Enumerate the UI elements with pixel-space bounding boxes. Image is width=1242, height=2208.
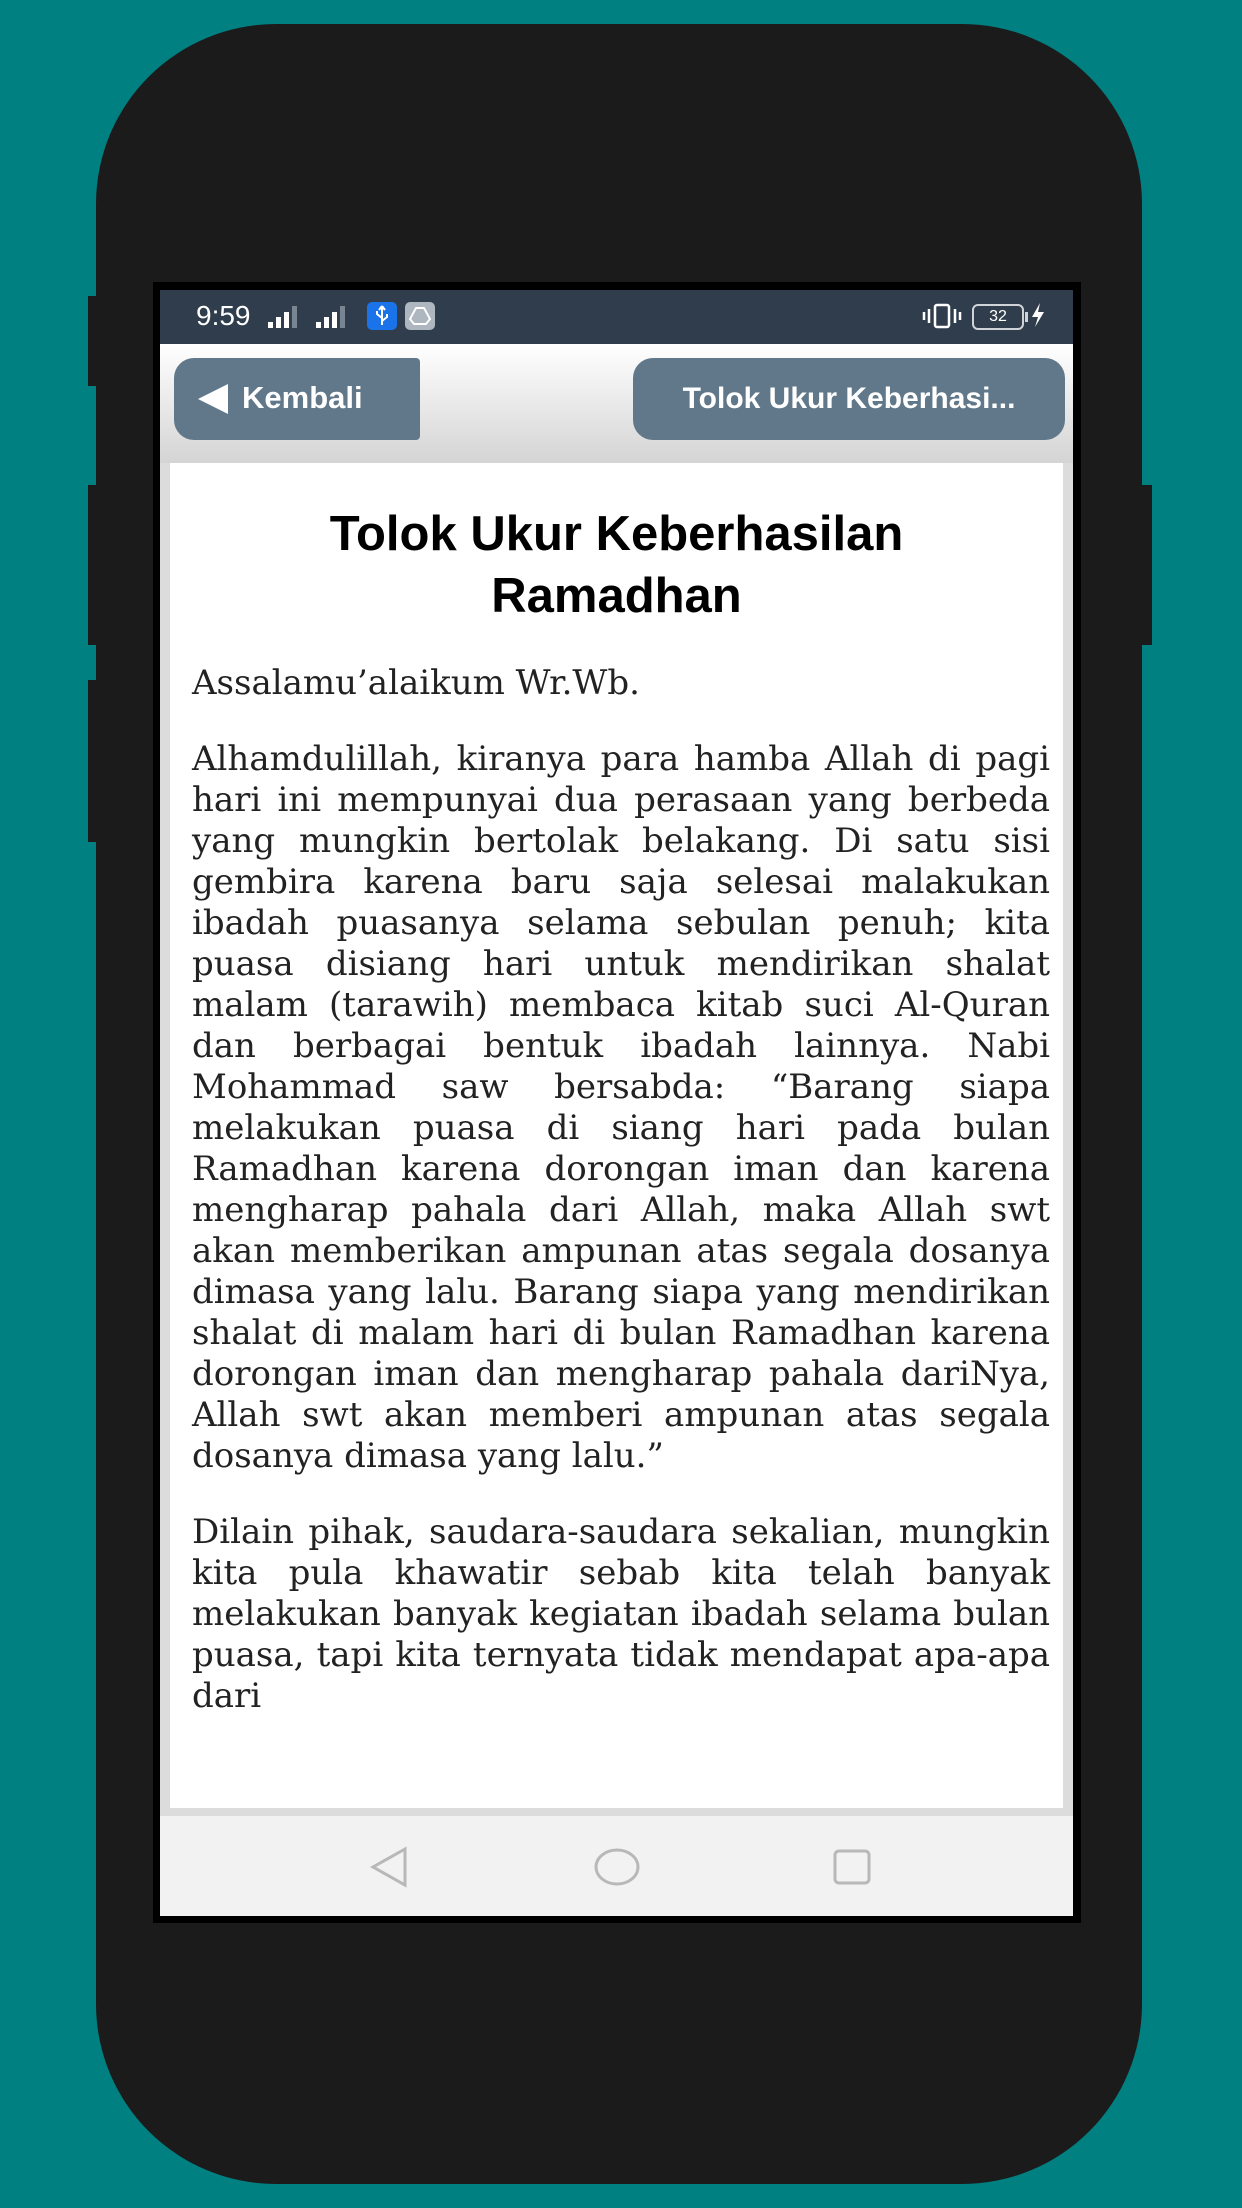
article-scroll-area[interactable] xyxy=(170,463,1063,1808)
nav-recents-icon[interactable] xyxy=(832,1846,872,1888)
charging-bolt-icon xyxy=(1030,302,1046,328)
signal-bars-icon-2 xyxy=(316,306,352,328)
article-container xyxy=(160,463,1073,1816)
power-button xyxy=(1140,485,1152,645)
status-time: 9:59 xyxy=(196,300,251,331)
volume-button-2 xyxy=(88,485,98,645)
article-paragraph: Alhamdulillah, kiranya para hamba Allah di pagi hari ini mempunyai dua perasaan yang berbeda yang mungkin bertolak belakang. Di satu sisi gembira karena baru saja selesai malakukan ibadah puasanya selama sebulan penuh; kita puasa disiang hari untuk mendirikan shalat malam (tarawih) membaca kitab suci Al-Quran dan berbagai bentuk ibadah lainnya. Nabi Mohammad saw bersabda: “Barang siapa melakukan puasa di siang hari pada bulan Ramadhan karena dorongan iman dan karena mengharap pahala dari Allah, maka Allah swt akan memberikan ampunan atas segala dosanya dimasa yang lalu. Barang siapa yang mendirikan shalat di malam hari di bulan Ramadhan karena dorongan iman dan mengharap pahala dariNya, Allah swt akan memberi ampunan atas segala dosanya dimasa yang lalu.” xyxy=(192,739,1050,1476)
nav-home-icon[interactable] xyxy=(593,1846,641,1888)
article-title: Tolok Ukur Keberhasilan Ramadhan xyxy=(329,507,904,623)
status-bar xyxy=(160,290,1073,344)
back-button[interactable] xyxy=(174,358,420,440)
drive-icon xyxy=(405,302,435,330)
volume-button-1 xyxy=(88,296,98,386)
usb-icon xyxy=(367,302,397,330)
vibrate-icon xyxy=(922,302,962,330)
back-button-label: Kembali xyxy=(242,380,363,415)
article-paragraph: Assalamu’alaikum Wr.Wb. xyxy=(192,663,640,703)
app-toolbar xyxy=(160,344,1073,463)
system-nav-bar xyxy=(160,1816,1073,1916)
volume-button-3 xyxy=(88,680,98,842)
battery-indicator: 32 xyxy=(972,304,1024,330)
signal-bars-icon xyxy=(268,306,304,328)
article-body xyxy=(192,663,1050,1752)
nav-back-icon[interactable] xyxy=(367,1846,411,1888)
back-arrow-icon xyxy=(198,384,228,414)
app-screen xyxy=(160,290,1073,1916)
article-paragraph: Dilain pihak, saudara-saudara sekalian, mungkin kita pula khawatir sebab kita telah banyak melakukan banyak kegiatan ibadah selama bulan puasa, tapi kita ternyata tidak mendapat apa-apa dari xyxy=(192,1512,1050,1716)
title-button[interactable]: Tolok Ukur Keberhasi... xyxy=(633,358,1065,440)
